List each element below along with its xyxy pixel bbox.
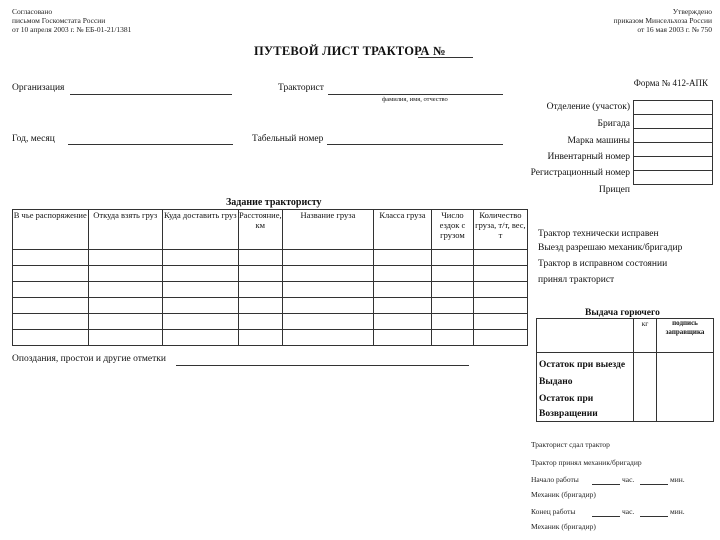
fuel-row-issued: Выдано [539, 377, 573, 387]
col-trips: Число ездок с грузом [432, 210, 474, 250]
right-label-registration: Регистрационный номер [530, 168, 630, 178]
fuel-col-kg: кг [634, 319, 657, 353]
remarks-field[interactable] [176, 365, 469, 366]
fuel-table [536, 318, 714, 422]
tab-number-label: Табельный номер [252, 134, 324, 144]
col-assignee: В чье распоряжение [13, 210, 89, 250]
driver-field[interactable] [328, 94, 503, 95]
waybill-number-field[interactable] [418, 57, 473, 58]
table-row [13, 330, 528, 346]
fuel-col-sign: подпись заправщика [657, 319, 714, 353]
form-code: Форма № 412-АПК [633, 78, 708, 88]
page-title: ПУТЕВОЙ ЛИСТ ТРАКТОРА № [254, 44, 446, 58]
col-cargo-class: Класса груза [373, 210, 431, 250]
table-row [13, 298, 528, 314]
approval-right-line3: от 16 мая 2003 г. № 750 [637, 25, 712, 34]
driver-label: Тракторист [278, 83, 324, 93]
right-fields-box [633, 100, 713, 185]
end-hours-label: час. [622, 507, 635, 516]
col-cargo-name: Название груза [283, 210, 374, 250]
check-line-2: Выезд разрешаю механик/бригадир [538, 243, 683, 253]
mechanic-label-2: Механик (бригадир) [531, 522, 596, 531]
approval-right-line2: приказом Минсельхоза России [613, 16, 712, 25]
end-work-label: Конец работы [531, 507, 576, 516]
start-minutes-label: мин. [670, 475, 685, 484]
table-row [13, 266, 528, 282]
approval-right [614, 7, 712, 34]
trailer-box[interactable] [634, 171, 713, 185]
right-label-brigade: Бригада [597, 119, 630, 129]
organization-label: Организация [12, 83, 65, 93]
end-minutes-field[interactable] [640, 516, 668, 517]
division-box[interactable] [634, 101, 713, 115]
right-label-division: Отделение (участок) [546, 102, 630, 112]
task-table [12, 209, 528, 346]
col-quantity: Количество груза, т/т, вес, т [473, 210, 527, 250]
approval-left [12, 7, 131, 34]
start-hours-field[interactable] [592, 484, 620, 485]
table-row [13, 250, 528, 266]
fuel-row-return: Возвращении [539, 409, 598, 419]
brigade-box[interactable] [634, 115, 713, 129]
remarks-label: Опоздания, простои и другие отметки [12, 354, 166, 364]
driver-name-hint: фамилия, имя, отчество [382, 96, 448, 103]
approval-left-line1: Согласовано [12, 7, 53, 16]
start-work-label: Начало работы [531, 475, 579, 484]
check-line-1: Трактор технически исправен [538, 229, 659, 239]
end-hours-field[interactable] [592, 516, 620, 517]
right-label-machine: Марка машины [567, 136, 630, 146]
machine-box[interactable] [634, 129, 713, 143]
inventory-box[interactable] [634, 143, 713, 157]
bottom-line-1: Тракторист сдал трактор [531, 440, 610, 449]
right-label-trailer: Прицеп [598, 185, 630, 195]
fuel-heading: Выдача горючего [585, 308, 660, 318]
fuel-row-start: Остаток при выезде [539, 360, 626, 370]
table-row [13, 314, 528, 330]
fuel-row-remaining: Остаток при [539, 394, 594, 404]
bottom-line-2: Трактор принял механик/бригадир [531, 458, 642, 467]
end-minutes-label: мин. [670, 507, 685, 516]
start-hours-label: час. [622, 475, 635, 484]
check-line-3: Трактор в исправном состоянии [538, 259, 668, 269]
mechanic-label: Механик (бригадир) [531, 490, 596, 499]
registration-box[interactable] [634, 157, 713, 171]
col-distance: Расстояние, км [238, 210, 283, 250]
approval-left-line3: от 10 апреля 2003 г. № ЕБ-01-21/1381 [12, 25, 132, 34]
check-line-4: принял тракторист [538, 275, 615, 285]
approval-left-line2: письмом Госкомстата России [12, 16, 106, 25]
table-row [13, 282, 528, 298]
right-label-inventory: Инвентарный номер [547, 152, 630, 162]
fuel-sign-cell[interactable] [657, 353, 714, 422]
year-month-label: Год, месяц [12, 134, 55, 144]
fuel-kg-cell[interactable] [634, 353, 657, 422]
year-month-field[interactable] [68, 144, 233, 145]
start-minutes-field[interactable] [640, 484, 668, 485]
approval-right-line1: Утверждено [672, 7, 712, 16]
task-heading: Задание трактористу [226, 197, 322, 208]
organization-field[interactable] [70, 94, 232, 95]
col-from: Откуда взять груз [88, 210, 162, 250]
col-to: Куда доставить груз [163, 210, 239, 250]
